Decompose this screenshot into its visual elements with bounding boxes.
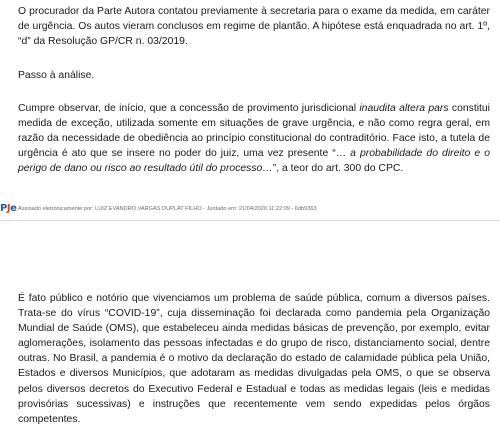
pje-logo-letter: e [10, 203, 17, 214]
pje-logo-letter: P [0, 203, 7, 214]
paragraph-analysis: Passo à análise. [18, 70, 95, 81]
italic-term-inaudita: inaudita altera pars [359, 103, 449, 114]
paragraph-inaudita-altera-pars [18, 101, 490, 176]
pje-logo-letter: J [6, 203, 11, 214]
electronic-signature-strip [0, 199, 500, 221]
pje-logo-icon [0, 203, 17, 215]
signature-text: Assinado eletronicamente por: LUIZ EVANDRO VARGAS DUPLAT FILHO - Juntado em: 21/04/2020 11:22:09 - 6db9363 [18, 206, 317, 212]
italic-quote-probabilidade: a probabilidade do direito e o perigo de dano ou risco ao resultado útil do processo… [18, 148, 490, 175]
document-page-top [0, 0, 500, 198]
paragraph-urgency-contact: O procurador da Parte Autora contatou previamente à secretaria para o exame da medida, em caráter de urgência. Os autos vieram conclusos em regime de plantão. A hipótese está enquadrada no art. 1º, “d” da Resolução GP/CR n. 03/2019. [18, 6, 490, 48]
paragraph-covid-context: É fato público e notório que vivenciamos um problema de saúde pública, comum a diversos países. Trata-se do vírus “COVID-19”, cuja disseminação foi declarada como pandemia pela Organização Mundial de Saúde (OMS), que estabeleceu ainda medidas básicas de prevenção, por exemplo, evitar aglomerações, isolamento das pessoas infectadas e do grupo de risco, distanciamento social, dentre outras. No Brasil, a pandemia é o motivo da declaração do estado de calamidade pública pela União, Estados e diversos Municípios, que adotaram as medidas divulgadas pela OMS, o que se observa pelos diversos decretos do Executivo Federal e Estadual e todas as medidas legais (leis e medidas provisórias sucessivas) e instruções que recentemente vem sendo expedidas pelos órgãos competentes. [18, 293, 490, 425]
paragraph-text-segment: ”, a teor do art. 300 do CPC. [272, 163, 404, 175]
paragraph-text-segment: constitui medida de exceção, utilizada somente em situações de grave urgência, e não como regra geral, em razão da necessidade de obediência ao princípio constitucional do contraditório. Face isto, a tutela de urgência é ato que se insere no poder do juiz, uma vez presente “… [18, 103, 490, 160]
paragraph-text-segment: Cumpre observar, de início, que a concessão de provimento jurisdicional [18, 103, 360, 114]
page-gap [0, 221, 500, 279]
